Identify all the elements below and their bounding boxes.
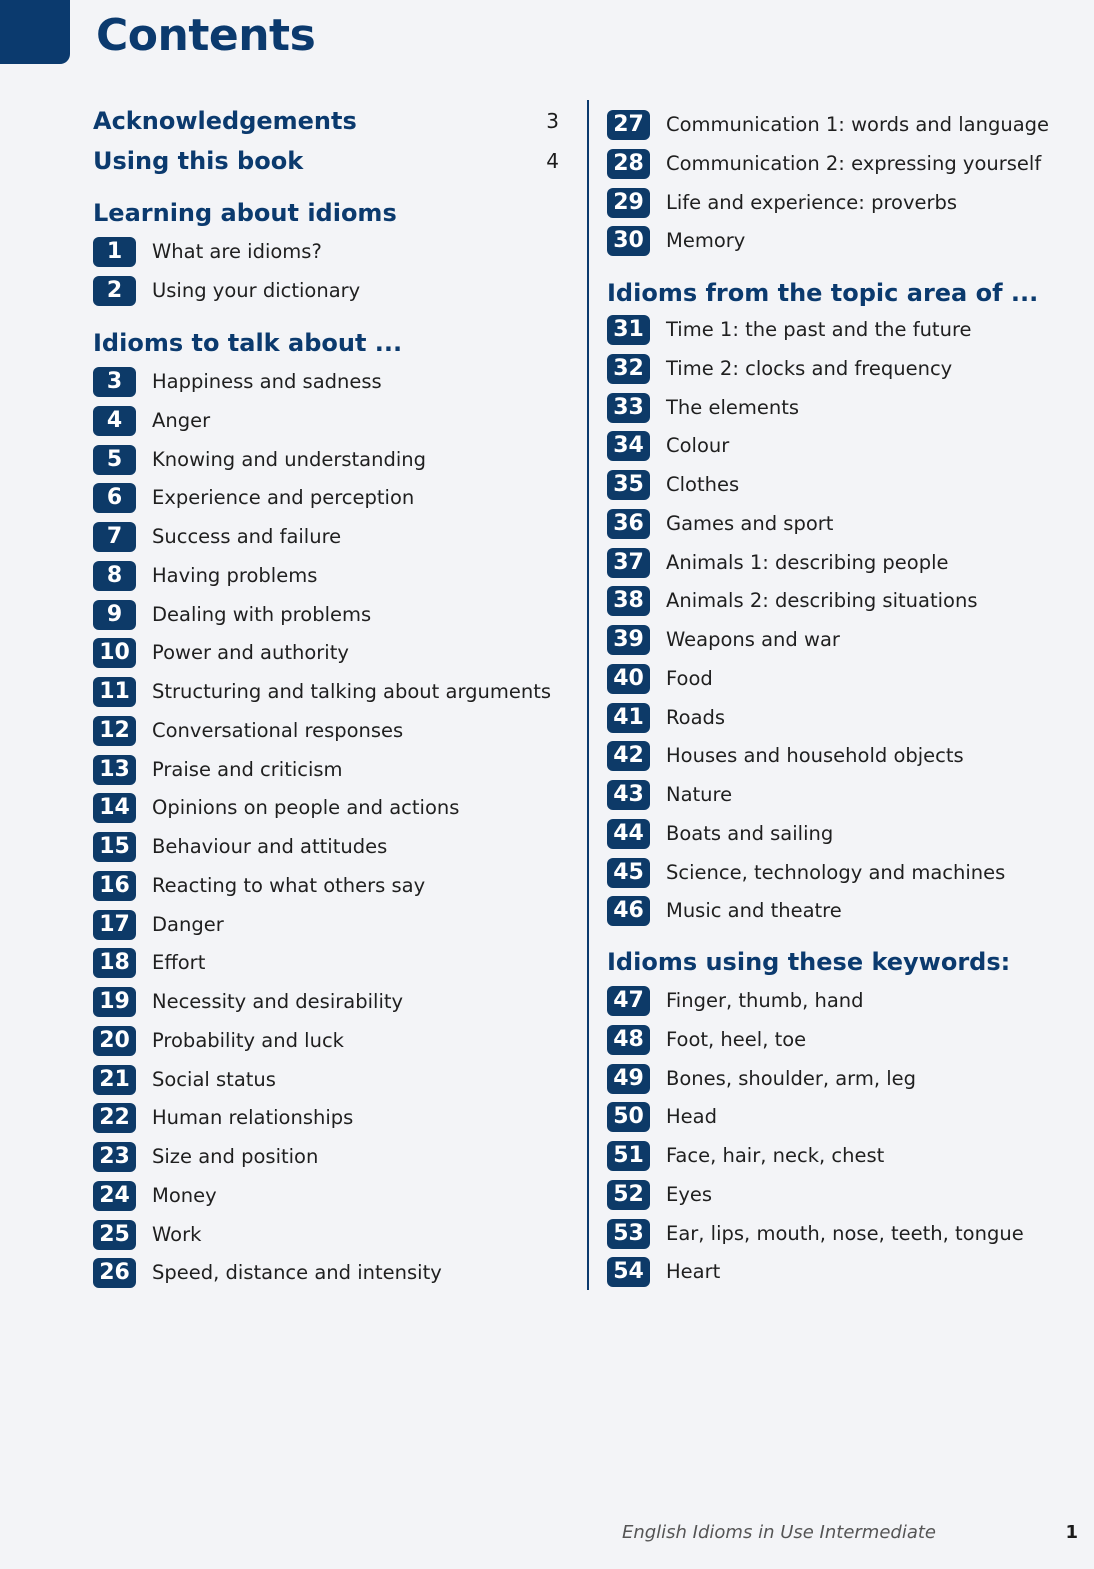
unit-title: Happiness and sadness	[152, 370, 382, 393]
unit-number-badge: 21	[93, 1065, 136, 1095]
unit-number-badge: 3	[93, 367, 136, 397]
unit-title: Clothes	[666, 473, 740, 496]
unit-title: Anger	[152, 408, 211, 432]
corner-tab	[0, 0, 70, 64]
section-heading: Learning about idioms	[93, 199, 397, 227]
unit-title: Boats and sailing	[666, 821, 834, 845]
unit-title: Head	[666, 1105, 717, 1129]
unit-row[interactable]	[607, 1180, 1067, 1210]
unit-row[interactable]	[607, 1219, 1067, 1249]
unit-number-badge: 4	[93, 406, 136, 436]
unit-title: Praise and criticism	[152, 757, 343, 781]
unit-row[interactable]	[93, 483, 553, 513]
unit-title: Success and failure	[152, 525, 342, 548]
unit-number-badge: 37	[607, 548, 650, 578]
unit-number-badge: 40	[607, 664, 650, 694]
unit-title: Games and sport	[666, 511, 834, 535]
unit-title: Nature	[666, 783, 733, 806]
unit-number-badge: 49	[607, 1064, 650, 1094]
page-title: Contents	[96, 10, 316, 61]
unit-title: Science, technology and machines	[666, 860, 1006, 884]
unit-number-badge: 41	[607, 703, 650, 733]
unit-number-badge: 42	[607, 741, 650, 771]
unit-title: Roads	[666, 705, 726, 729]
unit-row[interactable]	[607, 1064, 1067, 1094]
unit-number-badge: 2	[93, 276, 136, 306]
unit-row[interactable]	[607, 110, 1067, 140]
unit-row[interactable]	[93, 1103, 553, 1133]
unit-row[interactable]	[607, 509, 1067, 539]
unit-row[interactable]	[93, 367, 553, 397]
unit-number-badge: 19	[93, 987, 136, 1017]
front-matter-page: 3	[546, 109, 559, 133]
unit-title: Music and theatre	[666, 899, 842, 923]
unit-number-badge: 1	[93, 237, 136, 267]
unit-title: Power and authority	[152, 641, 349, 665]
unit-title: Effort	[152, 951, 206, 975]
unit-row[interactable]	[93, 755, 553, 785]
unit-title: Money	[152, 1183, 217, 1207]
unit-number-badge: 52	[607, 1180, 650, 1210]
unit-title: Communication 1: words and language	[666, 113, 1050, 136]
unit-title: Time 2: clocks and frequency	[666, 356, 953, 380]
unit-title: Finger, thumb, hand	[666, 989, 864, 1012]
unit-number-badge: 33	[607, 393, 650, 423]
unit-title: Reacting to what others say	[152, 873, 426, 897]
unit-number-badge: 27	[607, 110, 650, 140]
unit-number-badge: 25	[93, 1220, 136, 1250]
unit-row[interactable]	[93, 1026, 553, 1056]
unit-title: Life and experience: proverbs	[666, 190, 958, 214]
unit-row[interactable]	[607, 226, 1067, 256]
unit-title: Opinions on people and actions	[152, 796, 460, 820]
front-matter-label: Using this book	[93, 147, 304, 175]
unit-title: Heart	[666, 1260, 721, 1284]
unit-title: Experience and perception	[152, 486, 415, 510]
unit-title: Houses and household objects	[666, 744, 964, 768]
unit-title: Communication 2: expressing yourself	[666, 151, 1042, 175]
unit-title: Animals 2: describing situations	[666, 589, 978, 613]
unit-row[interactable]	[93, 522, 553, 552]
unit-title: What are idioms?	[152, 240, 322, 263]
unit-title: Danger	[152, 912, 224, 936]
section-heading: Idioms to talk about ...	[93, 329, 403, 357]
unit-row[interactable]	[93, 561, 553, 591]
unit-number-badge: 38	[607, 586, 650, 616]
unit-row[interactable]	[93, 406, 553, 436]
unit-title: Social status	[152, 1067, 276, 1091]
unit-title: Probability and luck	[152, 1028, 344, 1052]
unit-title: Speed, distance and intensity	[152, 1261, 442, 1285]
unit-title: Colour	[666, 434, 730, 458]
unit-number-badge: 17	[93, 910, 136, 940]
unit-row[interactable]	[93, 1258, 553, 1288]
unit-row[interactable]	[607, 586, 1067, 616]
unit-number-badge: 18	[93, 948, 136, 978]
unit-row[interactable]	[607, 470, 1067, 500]
unit-row[interactable]	[93, 716, 553, 746]
unit-row[interactable]	[607, 315, 1067, 345]
unit-number-badge: 7	[93, 522, 136, 552]
unit-number-badge: 53	[607, 1219, 650, 1249]
section-heading: Idioms from the topic area of ...	[607, 279, 1039, 307]
unit-row[interactable]	[607, 548, 1067, 578]
section-heading: Idioms using these keywords:	[607, 948, 1011, 976]
unit-number-badge: 11	[93, 677, 136, 707]
unit-number-badge: 31	[607, 315, 650, 345]
unit-number-badge: 12	[93, 716, 136, 746]
unit-title: Necessity and desirability	[152, 990, 404, 1013]
unit-row[interactable]	[607, 664, 1067, 694]
footer-page-number: 1	[1065, 1522, 1078, 1543]
unit-row[interactable]	[93, 445, 553, 475]
unit-number-badge: 23	[93, 1142, 136, 1172]
front-matter-label: Acknowledgements	[93, 107, 357, 135]
unit-number-badge: 43	[607, 780, 650, 810]
unit-row[interactable]	[93, 793, 553, 823]
unit-title: Face, hair, neck, chest	[666, 1144, 885, 1167]
unit-number-badge: 44	[607, 819, 650, 849]
unit-row[interactable]	[93, 987, 553, 1017]
unit-number-badge: 47	[607, 986, 650, 1016]
unit-number-badge: 30	[607, 226, 650, 256]
unit-row[interactable]	[93, 1065, 553, 1095]
unit-number-badge: 9	[93, 600, 136, 630]
unit-row[interactable]	[607, 1025, 1067, 1055]
unit-number-badge: 54	[607, 1257, 650, 1287]
unit-number-badge: 28	[607, 149, 650, 179]
unit-number-badge: 35	[607, 470, 650, 500]
unit-row[interactable]	[607, 858, 1067, 888]
unit-row[interactable]	[607, 188, 1067, 218]
unit-row[interactable]	[93, 832, 553, 862]
unit-number-badge: 13	[93, 755, 136, 785]
unit-number-badge: 29	[607, 188, 650, 218]
unit-row[interactable]	[93, 948, 553, 978]
unit-number-badge: 5	[93, 445, 136, 475]
unit-row[interactable]	[607, 780, 1067, 810]
unit-row[interactable]	[607, 1102, 1067, 1132]
unit-row[interactable]	[607, 393, 1067, 423]
unit-number-badge: 6	[93, 483, 136, 513]
unit-number-badge: 10	[93, 638, 136, 668]
unit-row[interactable]	[93, 1220, 553, 1250]
unit-title: Animals 1: describing people	[666, 550, 949, 574]
unit-row[interactable]	[93, 237, 553, 267]
unit-row[interactable]	[93, 600, 553, 630]
unit-number-badge: 14	[93, 793, 136, 823]
unit-title: Size and position	[152, 1145, 319, 1168]
footer-book-title: English Idioms in Use Intermediate	[621, 1522, 936, 1543]
unit-title: Ear, lips, mouth, nose, teeth, tongue	[666, 1221, 1024, 1245]
unit-row[interactable]	[607, 986, 1067, 1016]
unit-row[interactable]	[607, 896, 1067, 926]
unit-title: Having problems	[152, 563, 318, 587]
front-matter-using-this-book[interactable]	[93, 144, 573, 178]
unit-number-badge: 45	[607, 858, 650, 888]
unit-row[interactable]	[93, 871, 553, 901]
unit-row[interactable]	[93, 1181, 553, 1211]
unit-row[interactable]	[607, 625, 1067, 655]
unit-title: Work	[152, 1222, 202, 1246]
front-matter-acknowledgements[interactable]	[93, 104, 573, 138]
unit-number-badge: 20	[93, 1026, 136, 1056]
column-divider	[587, 100, 589, 1290]
unit-row[interactable]	[93, 638, 553, 668]
unit-row[interactable]	[607, 703, 1067, 733]
unit-row[interactable]	[607, 354, 1067, 384]
unit-title: Conversational responses	[152, 718, 404, 742]
unit-row[interactable]	[607, 431, 1067, 461]
unit-row[interactable]	[607, 741, 1067, 771]
unit-title: Food	[666, 666, 713, 690]
unit-row[interactable]	[607, 1257, 1067, 1287]
unit-number-badge: 50	[607, 1102, 650, 1132]
unit-title: Weapons and war	[666, 628, 840, 651]
unit-title: Structuring and talking about arguments	[152, 680, 552, 703]
unit-row[interactable]	[607, 149, 1067, 179]
front-matter-page: 4	[546, 149, 559, 173]
unit-title: The elements	[666, 395, 800, 419]
unit-title: Behaviour and attitudes	[152, 835, 388, 858]
unit-row[interactable]	[93, 910, 553, 940]
unit-number-badge: 26	[93, 1258, 136, 1288]
unit-number-badge: 24	[93, 1181, 136, 1211]
unit-title: Memory	[666, 229, 746, 253]
unit-number-badge: 51	[607, 1141, 650, 1171]
unit-number-badge: 32	[607, 354, 650, 384]
unit-title: Bones, shoulder, arm, leg	[666, 1066, 917, 1090]
unit-title: Time 1: the past and the future	[666, 318, 972, 341]
unit-row[interactable]	[93, 276, 553, 306]
unit-number-badge: 46	[607, 896, 650, 926]
unit-number-badge: 34	[607, 431, 650, 461]
unit-title: Using your dictionary	[152, 278, 361, 302]
unit-number-badge: 16	[93, 871, 136, 901]
unit-row[interactable]	[93, 677, 553, 707]
unit-number-badge: 36	[607, 509, 650, 539]
unit-number-badge: 39	[607, 625, 650, 655]
unit-title: Human relationships	[152, 1106, 354, 1130]
unit-number-badge: 15	[93, 832, 136, 862]
unit-row[interactable]	[93, 1142, 553, 1172]
unit-number-badge: 48	[607, 1025, 650, 1055]
unit-number-badge: 22	[93, 1103, 136, 1133]
unit-row[interactable]	[607, 1141, 1067, 1171]
unit-title: Knowing and understanding	[152, 447, 427, 471]
unit-title: Dealing with problems	[152, 602, 372, 626]
unit-row[interactable]	[607, 819, 1067, 849]
unit-title: Foot, heel, toe	[666, 1027, 807, 1051]
unit-title: Eyes	[666, 1182, 713, 1206]
unit-number-badge: 8	[93, 561, 136, 591]
